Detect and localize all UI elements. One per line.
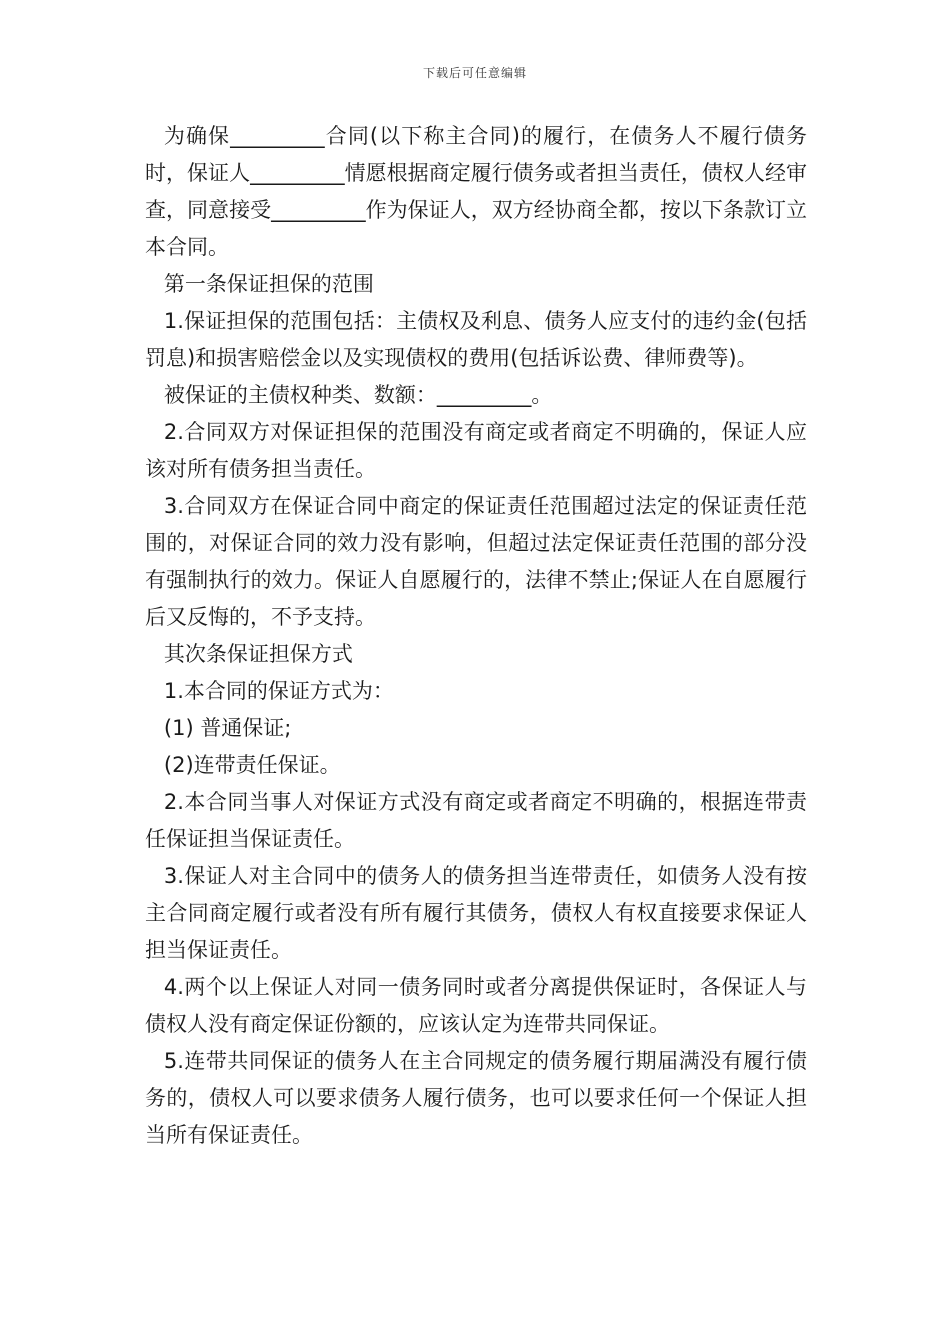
paragraph: 被保证的主债权种类、数额：_________。 (163, 383, 553, 407)
paragraph: 1.本合同的保证方式为： (163, 679, 394, 703)
document-body (145, 118, 807, 1154)
section-heading-2: 其次条保证担保方式 (163, 642, 353, 666)
paragraph: 3.保证人对主合同中的债务人的债务担当连带责任，如债务人没有按主合同商定履行或者没有所有履行其债务，债权人有权直接要求保证人担当保证责任。 (145, 864, 807, 962)
paragraph-preamble: 为确保_________合同(以下称主合同)的履行，在债务人不履行债务时，保证人_________情愿根据商定履行债务或者担当责任，债权人经审查，同意接受_________作为保证人，双方经协商全都，按以下条款订立本合同。 (145, 124, 807, 259)
list-item: (2)连带责任保证。 (163, 753, 341, 777)
paragraph: 4.两个以上保证人对同一债务同时或者分离提供保证时，各保证人与债权人没有商定保证份额的，应该认定为连带共同保证。 (145, 975, 807, 1036)
page-header: 下载后可任意编辑 (422, 66, 527, 80)
list-item: (1) 普通保证; (163, 716, 292, 740)
paragraph: 2.合同双方对保证担保的范围没有商定或者商定不明确的，保证人应该对所有债务担当责任。 (145, 420, 807, 481)
paragraph: 1.保证担保的范围包括：主债权及利息、债务人应支付的违约金(包括罚息)和损害赔偿金以及实现债权的费用(包括诉讼费、律师费等)。 (145, 309, 807, 370)
paragraph: 3.合同双方在保证合同中商定的保证责任范围超过法定的保证责任范围的，对保证合同的效力没有影响，但超过法定保证责任范围的部分没有强制执行的效力。保证人自愿履行的，法律不禁止;保证人在自愿履行后又反悔的，不予支持。 (145, 494, 807, 629)
paragraph: 5.连带共同保证的债务人在主合同规定的债务履行期届满没有履行债务的，债权人可以要求债务人履行债务，也可以要求任何一个保证人担当所有保证责任。 (145, 1049, 807, 1147)
section-heading-1: 第一条保证担保的范围 (163, 272, 374, 296)
paragraph: 2.本合同当事人对保证方式没有商定或者商定不明确的，根据连带责任保证担当保证责任。 (145, 790, 807, 851)
